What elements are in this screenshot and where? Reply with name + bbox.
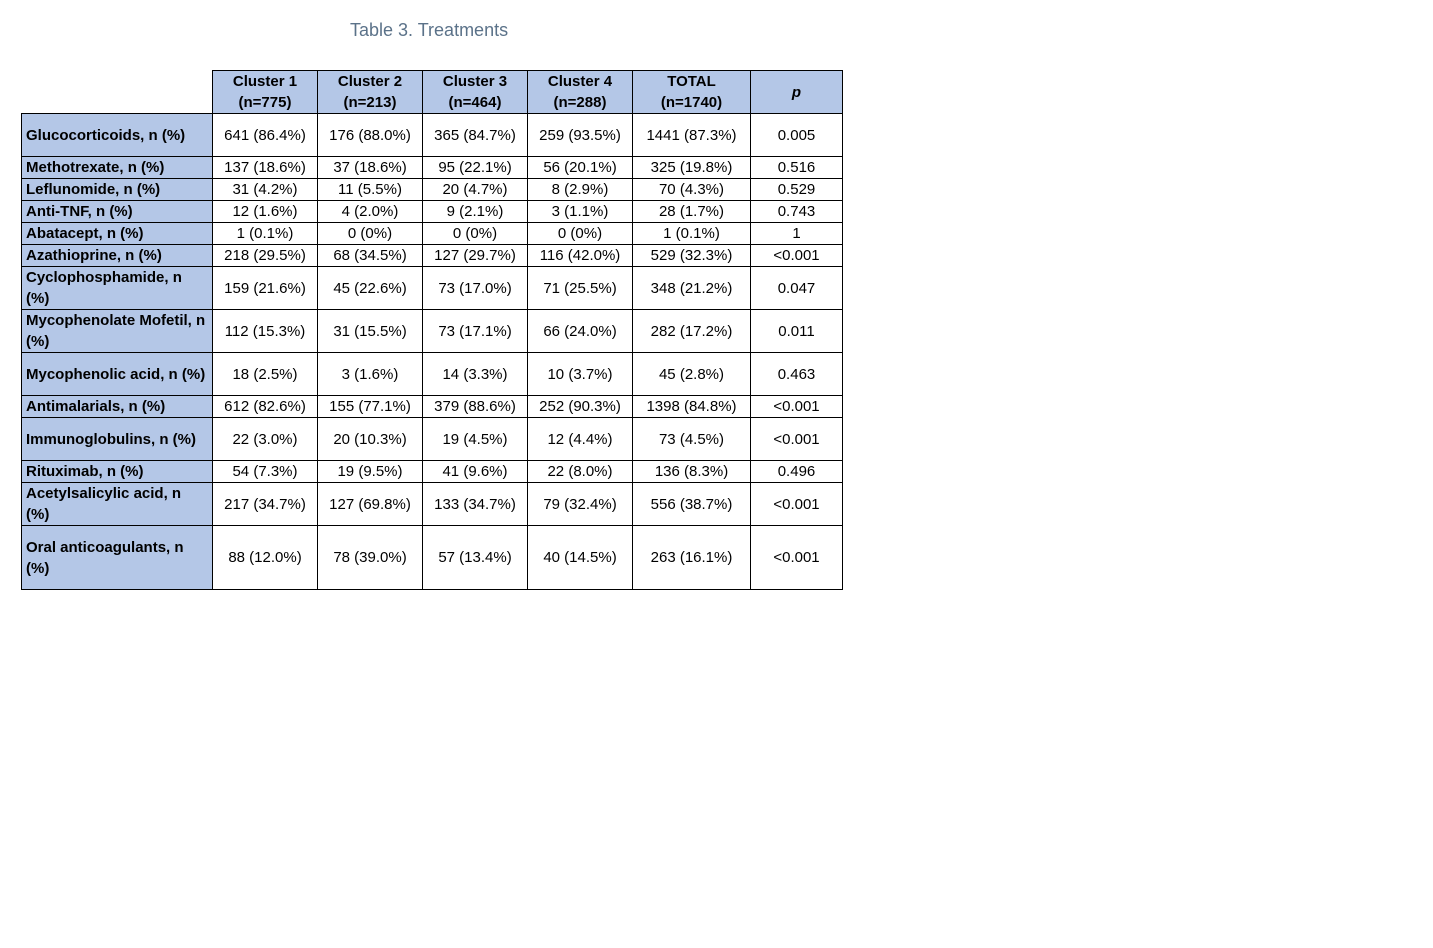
value-cell: 0 (0%)	[318, 223, 423, 245]
value-cell: 68 (34.5%)	[318, 245, 423, 267]
value-cell: 325 (19.8%)	[633, 157, 751, 179]
table-row	[22, 201, 843, 223]
row-label: Abatacept, n (%)	[22, 223, 213, 245]
p-value-cell: 1	[751, 223, 843, 245]
value-cell: 8 (2.9%)	[528, 179, 633, 201]
column-header-total	[633, 71, 751, 114]
row-label: Anti-TNF, n (%)	[22, 201, 213, 223]
value-cell: 155 (77.1%)	[318, 396, 423, 418]
column-header-cluster-3	[423, 71, 528, 114]
p-value-cell: 0.011	[751, 310, 843, 353]
value-cell: 612 (82.6%)	[213, 396, 318, 418]
value-cell: 70 (4.3%)	[633, 179, 751, 201]
value-cell: 1 (0.1%)	[213, 223, 318, 245]
row-label: Azathioprine, n (%)	[22, 245, 213, 267]
row-label: Cyclophosphamide, n (%)	[22, 267, 213, 310]
column-header-cluster-4	[528, 71, 633, 114]
value-cell: 20 (10.3%)	[318, 418, 423, 461]
p-value-cell: <0.001	[751, 526, 843, 590]
row-label: Methotrexate, n (%)	[22, 157, 213, 179]
value-cell: 22 (3.0%)	[213, 418, 318, 461]
value-cell: 379 (88.6%)	[423, 396, 528, 418]
column-header-label: p	[791, 83, 802, 101]
p-value-cell: 0.047	[751, 267, 843, 310]
value-cell: 1441 (87.3%)	[633, 114, 751, 157]
value-cell: 127 (29.7%)	[423, 245, 528, 267]
column-header-p-value	[751, 71, 843, 114]
header-corner	[22, 71, 213, 114]
value-cell: 56 (20.1%)	[528, 157, 633, 179]
row-label: Glucocorticoids, n (%)	[22, 114, 213, 157]
value-cell: 0 (0%)	[423, 223, 528, 245]
value-cell: 40 (14.5%)	[528, 526, 633, 590]
p-value-cell: 0.529	[751, 179, 843, 201]
value-cell: 159 (21.6%)	[213, 267, 318, 310]
column-header-cluster-1	[213, 71, 318, 114]
value-cell: 57 (13.4%)	[423, 526, 528, 590]
value-cell: 20 (4.7%)	[423, 179, 528, 201]
table-row	[22, 114, 843, 157]
table-row	[22, 223, 843, 245]
column-header-sub: (n=288)	[553, 94, 607, 111]
p-value-cell: 0.516	[751, 157, 843, 179]
table-row	[22, 245, 843, 267]
value-cell: 252 (90.3%)	[528, 396, 633, 418]
column-header-label: Cluster 3	[442, 73, 508, 90]
p-value-cell: 0.463	[751, 353, 843, 396]
value-cell: 348 (21.2%)	[633, 267, 751, 310]
value-cell: 41 (9.6%)	[423, 461, 528, 483]
table-row	[22, 526, 843, 590]
value-cell: 12 (4.4%)	[528, 418, 633, 461]
value-cell: 112 (15.3%)	[213, 310, 318, 353]
value-cell: 4 (2.0%)	[318, 201, 423, 223]
value-cell: 1398 (84.8%)	[633, 396, 751, 418]
column-header-sub: (n=775)	[238, 94, 292, 111]
value-cell: 73 (17.0%)	[423, 267, 528, 310]
row-label: Acetylsalicylic acid, n (%)	[22, 483, 213, 526]
value-cell: 12 (1.6%)	[213, 201, 318, 223]
table-body	[22, 114, 843, 590]
row-label: Antimalarials, n (%)	[22, 396, 213, 418]
value-cell: 259 (93.5%)	[528, 114, 633, 157]
value-cell: 31 (15.5%)	[318, 310, 423, 353]
value-cell: 218 (29.5%)	[213, 245, 318, 267]
p-value-cell: <0.001	[751, 483, 843, 526]
value-cell: 137 (18.6%)	[213, 157, 318, 179]
value-cell: 529 (32.3%)	[633, 245, 751, 267]
value-cell: 1 (0.1%)	[633, 223, 751, 245]
value-cell: 116 (42.0%)	[528, 245, 633, 267]
value-cell: 556 (38.7%)	[633, 483, 751, 526]
value-cell: 18 (2.5%)	[213, 353, 318, 396]
table-row	[22, 483, 843, 526]
table-row	[22, 157, 843, 179]
value-cell: 0 (0%)	[528, 223, 633, 245]
p-value-cell: 0.743	[751, 201, 843, 223]
table-caption: Table 3. Treatments	[350, 20, 509, 40]
value-cell: 217 (34.7%)	[213, 483, 318, 526]
value-cell: 133 (34.7%)	[423, 483, 528, 526]
p-value-cell: 0.496	[751, 461, 843, 483]
value-cell: 45 (2.8%)	[633, 353, 751, 396]
row-label: Mycophenolic acid, n (%)	[22, 353, 213, 396]
row-label: Mycophenolate Mofetil, n (%)	[22, 310, 213, 353]
column-header-sub: (n=213)	[343, 94, 397, 111]
value-cell: 9 (2.1%)	[423, 201, 528, 223]
table-row	[22, 310, 843, 353]
value-cell: 3 (1.1%)	[528, 201, 633, 223]
value-cell: 19 (9.5%)	[318, 461, 423, 483]
row-label: Rituximab, n (%)	[22, 461, 213, 483]
value-cell: 10 (3.7%)	[528, 353, 633, 396]
column-header-label: Cluster 1	[232, 73, 298, 90]
value-cell: 78 (39.0%)	[318, 526, 423, 590]
column-header-sub: (n=464)	[448, 94, 502, 111]
value-cell: 136 (8.3%)	[633, 461, 751, 483]
column-header-sub: (n=1740)	[660, 94, 723, 111]
p-value-cell: <0.001	[751, 396, 843, 418]
value-cell: 71 (25.5%)	[528, 267, 633, 310]
table-row	[22, 179, 843, 201]
value-cell: 176 (88.0%)	[318, 114, 423, 157]
column-header-label: TOTAL	[667, 73, 716, 90]
value-cell: 54 (7.3%)	[213, 461, 318, 483]
table-row	[22, 353, 843, 396]
value-cell: 641 (86.4%)	[213, 114, 318, 157]
table-row	[22, 396, 843, 418]
value-cell: 263 (16.1%)	[633, 526, 751, 590]
table-row	[22, 418, 843, 461]
value-cell: 19 (4.5%)	[423, 418, 528, 461]
column-header-cluster-2	[318, 71, 423, 114]
p-value-cell: <0.001	[751, 418, 843, 461]
value-cell: 282 (17.2%)	[633, 310, 751, 353]
row-label: Oral anticoagulants, n (%)	[22, 526, 213, 590]
treatments-table	[21, 70, 843, 590]
column-header-label: Cluster 2	[337, 73, 403, 90]
value-cell: 22 (8.0%)	[528, 461, 633, 483]
value-cell: 31 (4.2%)	[213, 179, 318, 201]
value-cell: 73 (17.1%)	[423, 310, 528, 353]
value-cell: 73 (4.5%)	[633, 418, 751, 461]
value-cell: 3 (1.6%)	[318, 353, 423, 396]
value-cell: 127 (69.8%)	[318, 483, 423, 526]
value-cell: 365 (84.7%)	[423, 114, 528, 157]
row-label: Leflunomide, n (%)	[22, 179, 213, 201]
header-row	[22, 71, 843, 114]
value-cell: 14 (3.3%)	[423, 353, 528, 396]
value-cell: 79 (32.4%)	[528, 483, 633, 526]
value-cell: 28 (1.7%)	[633, 201, 751, 223]
value-cell: 37 (18.6%)	[318, 157, 423, 179]
value-cell: 95 (22.1%)	[423, 157, 528, 179]
value-cell: 88 (12.0%)	[213, 526, 318, 590]
column-header-label: Cluster 4	[547, 73, 613, 90]
table-row	[22, 461, 843, 483]
value-cell: 11 (5.5%)	[318, 179, 423, 201]
value-cell: 45 (22.6%)	[318, 267, 423, 310]
table-row	[22, 267, 843, 310]
row-label: Immunoglobulins, n (%)	[22, 418, 213, 461]
p-value-cell: <0.001	[751, 245, 843, 267]
value-cell: 66 (24.0%)	[528, 310, 633, 353]
p-value-cell: 0.005	[751, 114, 843, 157]
